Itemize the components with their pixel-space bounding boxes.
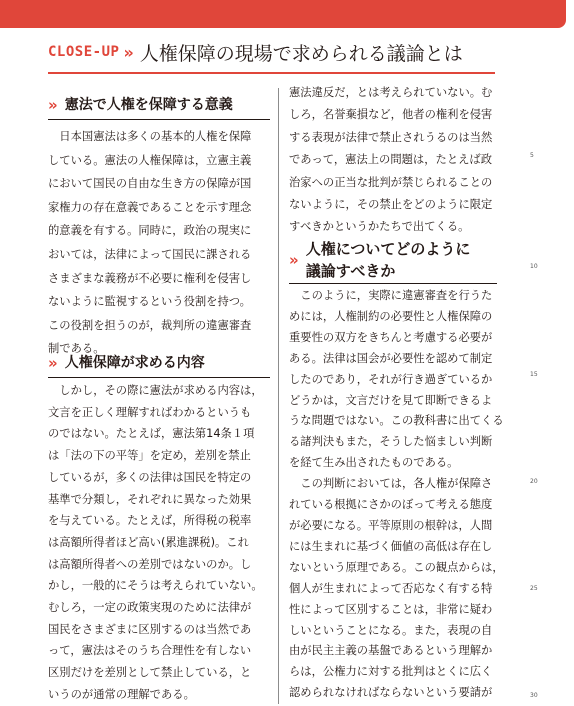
section-heading-how-to-discuss [289, 238, 470, 282]
text-line: むしろ，一定の政策実現のために法律が [48, 601, 252, 615]
section-heading-protection-content [48, 353, 205, 373]
text-line: したのであり，それが行き過ぎているか [289, 372, 493, 386]
title-underline [48, 72, 495, 74]
page-title-text: 人権保障の現場で求められる議論とは [139, 42, 463, 65]
text-line: しかし，その際に憲法が求める内容は， [48, 384, 263, 397]
text-line: 的意義を有する。同時に，政治の現実に [48, 224, 252, 238]
text-line: すべきかというかたちで出てくる。 [289, 220, 470, 234]
text-line: は「法の下の平等」を定め，差別を禁止 [48, 449, 251, 463]
text-line: 性によって区別することは，非常に疑わ [289, 602, 493, 616]
text-line: する表現が法律で禁止されうるのは当然 [289, 130, 493, 144]
section-heading-constitution [48, 95, 233, 115]
section-heading-text: 憲法で人権を保障する意義 [64, 97, 233, 113]
paragraph-continuation [289, 82, 497, 239]
text-line: は高額所得者ほど高い(累進課税)。これ [48, 535, 249, 549]
section-heading-rule [289, 283, 497, 284]
text-line: ある。法律は国会が必要性を認めて制定 [289, 351, 493, 365]
section-heading-rule [48, 377, 270, 378]
text-line: には生まれに基づく価値の高低は存在し [289, 539, 493, 553]
close-up-label: CLOSE-UP [48, 44, 120, 60]
text-line: を与えている。たとえば，所得税の税率 [48, 514, 252, 528]
text-line: このように，実際に違憲審査を行うた [289, 289, 493, 302]
text-line: 基準で分類し，それぞれに異なった効果 [48, 492, 252, 506]
page-title [48, 34, 463, 70]
text-line: おいては，法律によって国民に課される [48, 247, 252, 261]
section-heading-text: 人権保障が求める内容 [64, 355, 205, 371]
text-line: 日本国憲法は多くの基本的人権を保障 [48, 130, 252, 143]
text-line: 区別だけを差別として禁止している，と [48, 666, 252, 680]
double-chevron-icon: » [48, 96, 55, 114]
text-line: かし，一般的にそうは考えられていない。 [48, 579, 263, 593]
paragraph-how-to-discuss [289, 286, 504, 704]
text-line: 由が民主主義の基盤であるという理解か [289, 644, 493, 658]
text-line: らは，公権力に対する批判はとくに広く [289, 665, 493, 679]
text-line: 文言を正しく理解すればわかるというも [48, 405, 252, 419]
paragraph-protection-content [48, 380, 270, 706]
section-heading-rule [48, 119, 270, 120]
line-number: 25 [530, 585, 538, 592]
line-number: 10 [530, 263, 538, 270]
text-line: している。憲法の人権保障は，立憲主義 [48, 153, 252, 167]
text-line: って，憲法はそのうち合理性を有しない [48, 644, 252, 658]
text-line: しろ，名誉棄損など，他者の権利を侵害 [289, 108, 493, 122]
text-line: 重要性の双方をきちんと考慮する必要が [289, 330, 493, 344]
double-chevron-icon: » [123, 42, 131, 62]
section-heading-text: 人権についてどのように [305, 240, 471, 258]
top-color-bar [0, 0, 566, 28]
text-line: が必要になる。平等原則の根幹は，人間 [289, 518, 493, 532]
text-line: 制である。 [48, 342, 105, 356]
text-line: 認められなければならないという要請が [289, 686, 493, 700]
text-line: れている根拠にさかのぼって考える態度 [289, 498, 493, 512]
text-line: 家権力の存在意義であることを示す理念 [48, 200, 252, 214]
text-line: 治家への正当な批判が禁じられることの [289, 175, 493, 189]
paragraph-constitution-significance [48, 125, 270, 361]
text-line: めには，人権制約の必要性と人権保障の [289, 309, 493, 323]
double-chevron-icon: » [48, 354, 55, 372]
line-number: 30 [530, 692, 538, 699]
text-line: ないという原理である。この観点からは， [289, 560, 504, 574]
text-line: しいということになる。また，表現の自 [289, 623, 493, 637]
double-chevron-icon: » [289, 251, 296, 269]
text-line: さまざまな義務が不必要に権利を侵害し [48, 271, 252, 285]
text-line: 個人が生まれによって否応なく有する特 [289, 581, 493, 595]
text-line: しているが，多くの法律は国民を特定の [48, 470, 252, 484]
text-line: る諸判決もまた，そうした悩ましい判断 [289, 435, 493, 449]
text-line: において国民の自由な生き方の保障が国 [48, 177, 252, 191]
text-line: 憲法違反だ，とは考えられていない。む [289, 86, 493, 99]
text-line: いうのが通常の理解である。 [48, 687, 195, 701]
text-line: であって，憲法上の問題は，たとえば政 [289, 153, 493, 167]
text-line: ないように，その禁止をどのように限定 [289, 198, 493, 212]
text-line: は高額所得者への差別ではないのか。し [48, 557, 252, 571]
section-heading-text: 議論すべきか [305, 262, 396, 280]
line-number: 5 [530, 152, 534, 159]
line-number: 20 [530, 478, 538, 485]
text-line: ないように監視するという役割を持つ。 [48, 295, 251, 309]
text-line: この役割を担うのが，裁判所の違憲審査 [48, 318, 252, 332]
text-line: のではない。たとえば，憲法第14条１項 [48, 427, 255, 441]
text-line: この判断においては，各人権が保障さ [289, 477, 493, 491]
line-number: 15 [530, 371, 538, 378]
text-line: を経て生み出されたものである。 [289, 456, 459, 470]
text-line: うな問題ではない。この教科書に出てくる [289, 414, 504, 428]
section-heading-lines [306, 238, 471, 282]
text-line: どうかは，文言だけを見て即断できるよ [289, 393, 493, 407]
column-divider [278, 88, 279, 704]
text-line: 国民をさまざまに区別するのは当然であ [48, 622, 252, 636]
